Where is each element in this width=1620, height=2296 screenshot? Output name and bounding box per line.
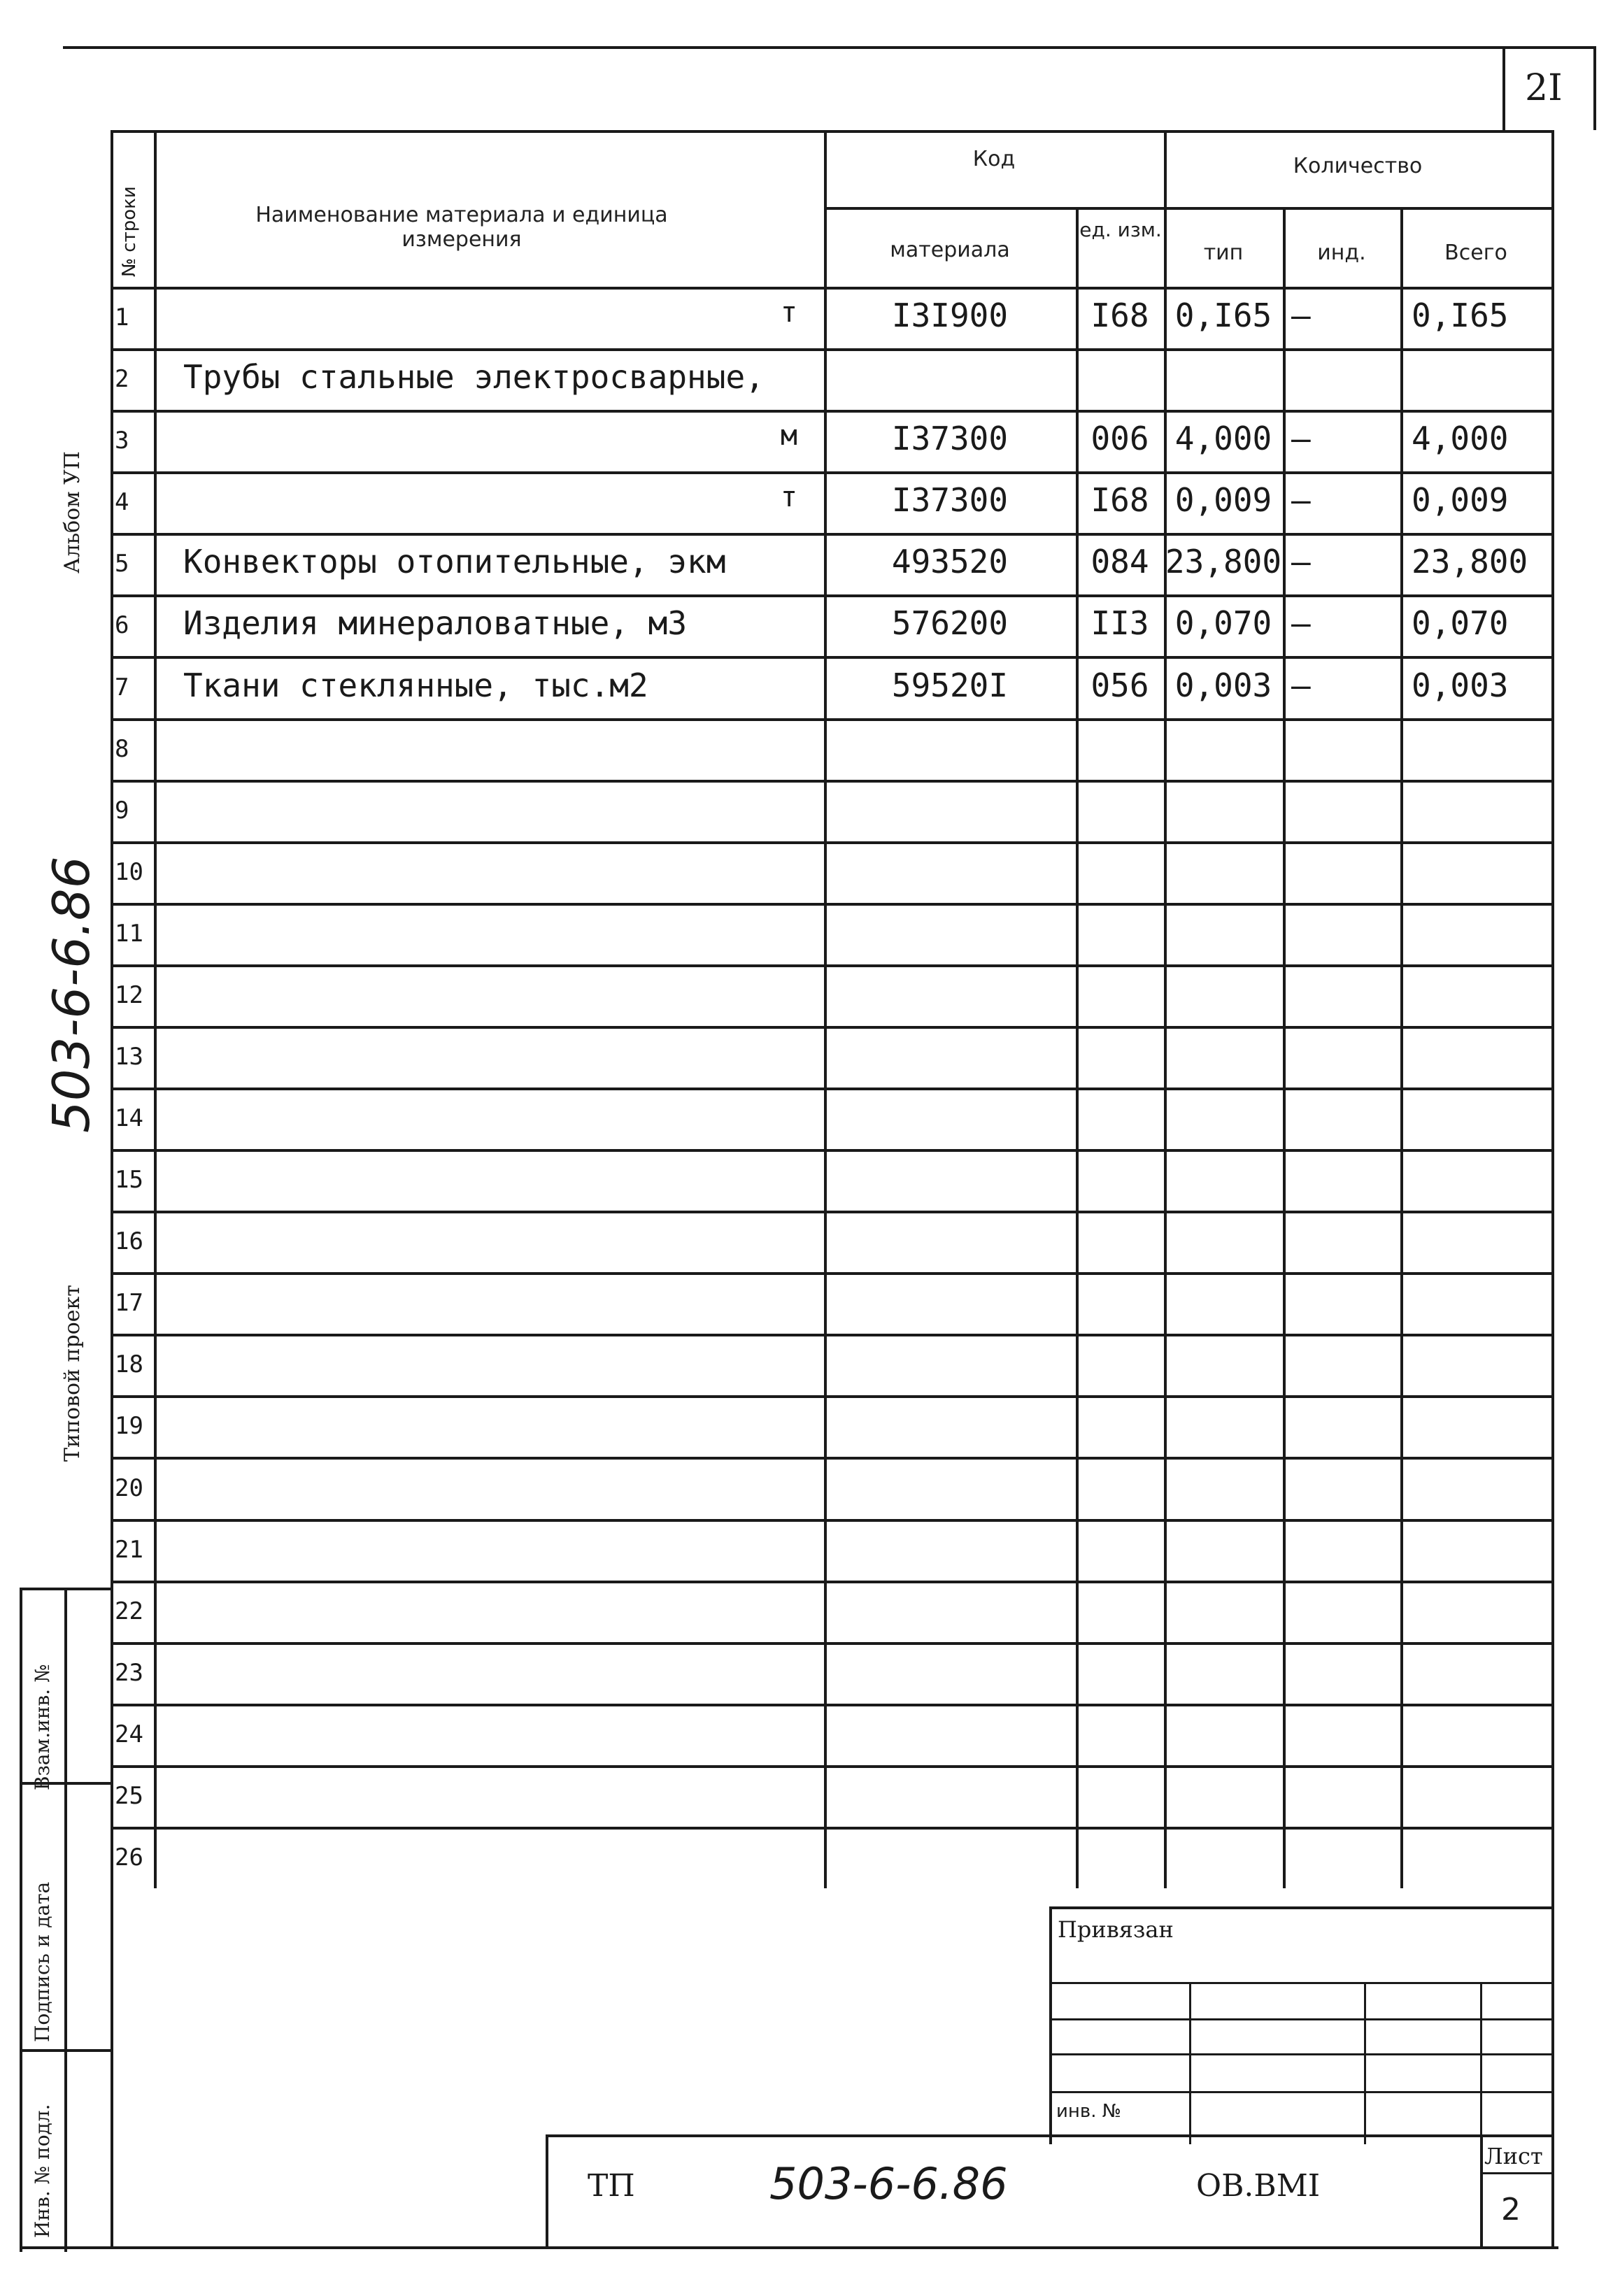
row-ind-cell: – xyxy=(1291,604,1311,643)
row-number: 4 xyxy=(115,488,129,517)
row-divider xyxy=(111,1088,1554,1090)
header-row-no: № строки xyxy=(119,186,140,277)
row-divider xyxy=(111,1581,1554,1583)
row-number: 5 xyxy=(115,550,129,578)
stamp-grid-v3 xyxy=(1480,1982,1482,2144)
row-unit-cell: 006 xyxy=(1090,420,1149,458)
row-divider xyxy=(111,903,1554,906)
side-strip-line-1 xyxy=(20,1588,111,1590)
header-code-unit: ед. изм. xyxy=(1079,218,1162,241)
row-number: 13 xyxy=(115,1042,143,1071)
table-top-border xyxy=(111,130,1554,133)
title-block-sheet-line xyxy=(1480,2172,1554,2174)
row-number: 17 xyxy=(115,1289,143,1318)
row-divider xyxy=(111,1211,1554,1213)
row-total-cell: 0,003 xyxy=(1412,666,1509,704)
row-number: 25 xyxy=(115,1781,143,1810)
row-typ-cell: 0,003 xyxy=(1174,666,1272,704)
row-material-name: т xyxy=(780,297,797,329)
header-bottom-border xyxy=(111,287,1554,290)
row-divider xyxy=(111,780,1554,783)
title-block-sheet-divider xyxy=(1480,2134,1483,2246)
stamp-sheet-label: Лист xyxy=(1484,2143,1543,2169)
row-number: 16 xyxy=(115,1227,143,1256)
row-ind-cell: – xyxy=(1291,543,1311,581)
header-quantity-group: Количество xyxy=(1293,154,1423,178)
row-unit-cell: 056 xyxy=(1090,666,1149,704)
row-unit-cell: I68 xyxy=(1090,481,1149,520)
row-unit-cell: I68 xyxy=(1090,297,1149,335)
side-project-number: 503-6-6.86 xyxy=(42,856,101,1133)
row-number: 10 xyxy=(115,857,143,886)
row-material-name: Изделия минераловатные, м3 xyxy=(183,604,688,643)
stamp-grid-h4 xyxy=(1049,2091,1554,2093)
header-qty-type: тип xyxy=(1203,241,1244,265)
row-typ-cell: 0,009 xyxy=(1174,481,1272,520)
row-divider xyxy=(111,1457,1554,1460)
row-number: 24 xyxy=(115,1720,143,1748)
side-album-label: Альбом УП xyxy=(60,451,85,573)
table-name-divider xyxy=(824,130,827,1888)
row-unit-cell: II3 xyxy=(1090,604,1149,643)
row-number: 9 xyxy=(115,796,129,825)
stamp-grid-h2 xyxy=(1049,2018,1554,2020)
stamp-grid-v1 xyxy=(1189,1982,1191,2144)
row-ind-cell: – xyxy=(1291,666,1311,704)
side-strip-right xyxy=(64,1588,67,2252)
table-row-num-divider xyxy=(154,130,157,1888)
row-typ-cell: 0,070 xyxy=(1174,604,1272,643)
row-total-cell: 0,070 xyxy=(1412,604,1509,643)
header-group-divider xyxy=(824,207,1554,210)
title-block-left xyxy=(546,2134,548,2246)
row-material-name: Ткани стеклянные, тыс.м2 xyxy=(183,666,648,704)
row-divider xyxy=(111,1334,1554,1336)
header-qty-total: Всего xyxy=(1444,241,1507,265)
stamp-top-line xyxy=(1049,1906,1554,1909)
table-code-divider xyxy=(1076,207,1079,1888)
header-name: Наименование материала и единица измерения xyxy=(255,203,668,252)
row-divider xyxy=(111,594,1554,597)
side-strip-left xyxy=(20,1588,22,2252)
row-number: 22 xyxy=(115,1597,143,1625)
row-material-name: Трубы стальные электросварные, xyxy=(183,358,765,397)
stamp-grid-h3 xyxy=(1049,2053,1554,2055)
row-ind-cell: – xyxy=(1291,297,1311,335)
row-divider xyxy=(111,1519,1554,1522)
row-number: 19 xyxy=(115,1412,143,1441)
row-code-cell: I37300 xyxy=(891,481,1009,520)
row-divider xyxy=(111,964,1554,967)
row-number: 15 xyxy=(115,1166,143,1195)
table-ind-divider xyxy=(1400,207,1403,1888)
side-vzam-inv-label: Взам.инв. № xyxy=(31,1664,54,1790)
row-divider xyxy=(111,1272,1554,1275)
row-divider xyxy=(111,1765,1554,1768)
row-divider xyxy=(111,471,1554,474)
row-number: 20 xyxy=(115,1474,143,1502)
row-typ-cell: 23,800 xyxy=(1165,543,1282,581)
side-strip-line-4 xyxy=(20,2246,1558,2249)
row-ind-cell: – xyxy=(1291,481,1311,520)
row-total-cell: 4,000 xyxy=(1412,420,1509,458)
stamp-sheet-number: 2 xyxy=(1501,2192,1521,2227)
title-block-top xyxy=(546,2134,1554,2137)
stamp-privyazan: Привязан xyxy=(1058,1916,1174,1943)
side-typical-project-label: Типовой проект xyxy=(60,1285,85,1462)
row-number: 7 xyxy=(115,673,129,701)
side-signature-date-label: Подпись и дата xyxy=(31,1881,54,2042)
header-code-material: материала xyxy=(890,238,1010,262)
row-total-cell: 23,800 xyxy=(1412,543,1528,581)
row-number: 26 xyxy=(115,1843,143,1871)
stamp-tp: ТП xyxy=(588,2168,635,2204)
row-divider xyxy=(111,533,1554,536)
row-divider xyxy=(111,410,1554,413)
row-code-cell: 493520 xyxy=(891,543,1009,581)
row-code-cell: I37300 xyxy=(891,420,1009,458)
row-typ-cell: 0,I65 xyxy=(1174,297,1272,335)
top-rule xyxy=(63,46,1511,49)
row-number: 6 xyxy=(115,611,129,640)
row-material-name: Конвекторы отопительные, экм xyxy=(183,543,726,581)
row-divider xyxy=(111,348,1554,351)
row-total-cell: 0,I65 xyxy=(1412,297,1509,335)
row-divider xyxy=(111,1026,1554,1029)
row-number: 1 xyxy=(115,304,129,332)
stamp-doc-number: 503-6-6.86 xyxy=(769,2158,1008,2209)
row-number: 2 xyxy=(115,365,129,394)
table-typ-divider xyxy=(1283,207,1286,1888)
row-divider xyxy=(111,1704,1554,1706)
row-divider xyxy=(111,656,1554,659)
side-strip-line-2 xyxy=(20,1782,111,1785)
page-number-box-right xyxy=(1593,46,1596,130)
row-code-cell: 576200 xyxy=(891,604,1009,643)
row-total-cell: 0,009 xyxy=(1412,481,1509,520)
row-number: 12 xyxy=(115,981,143,1009)
row-divider xyxy=(111,841,1554,844)
row-typ-cell: 4,000 xyxy=(1174,420,1272,458)
stamp-grid-h1 xyxy=(1049,1982,1554,1984)
row-divider xyxy=(111,718,1554,721)
row-number: 11 xyxy=(115,919,143,948)
table-unit-divider xyxy=(1164,130,1167,1888)
stamp-inv-no: инв. № xyxy=(1056,2101,1121,2122)
row-divider xyxy=(111,1642,1554,1645)
stamp-doc-code: ОВ.ВМI xyxy=(1196,2168,1321,2204)
stamp-left-line xyxy=(1049,1906,1052,2144)
row-number: 21 xyxy=(115,1535,143,1564)
row-unit-cell: 084 xyxy=(1090,543,1149,581)
row-code-cell: I3I900 xyxy=(891,297,1009,335)
row-number: 14 xyxy=(115,1104,143,1133)
side-inv-orig-label: Инв. № подл. xyxy=(31,2104,54,2238)
stamp-grid-v2 xyxy=(1364,1982,1366,2144)
row-divider xyxy=(111,1149,1554,1152)
table-left-border xyxy=(111,130,113,2246)
row-code-cell: 59520I xyxy=(891,666,1009,704)
page-number: 2I xyxy=(1525,67,1563,109)
row-material-name: т xyxy=(780,481,797,514)
row-divider xyxy=(111,1395,1554,1398)
side-strip-line-3 xyxy=(20,2049,111,2052)
row-number: 23 xyxy=(115,1658,143,1687)
row-number: 3 xyxy=(115,427,129,455)
row-number: 18 xyxy=(115,1350,143,1379)
row-number: 8 xyxy=(115,734,129,763)
row-material-name: м xyxy=(780,420,797,452)
row-ind-cell: – xyxy=(1291,420,1311,458)
page-number-box-top xyxy=(1502,46,1593,49)
page-number-box-left xyxy=(1502,46,1505,130)
row-divider xyxy=(111,1827,1554,1830)
table-right-border xyxy=(1551,130,1554,2246)
header-code-group: Код xyxy=(972,147,1016,171)
header-qty-ind: инд. xyxy=(1317,241,1366,265)
